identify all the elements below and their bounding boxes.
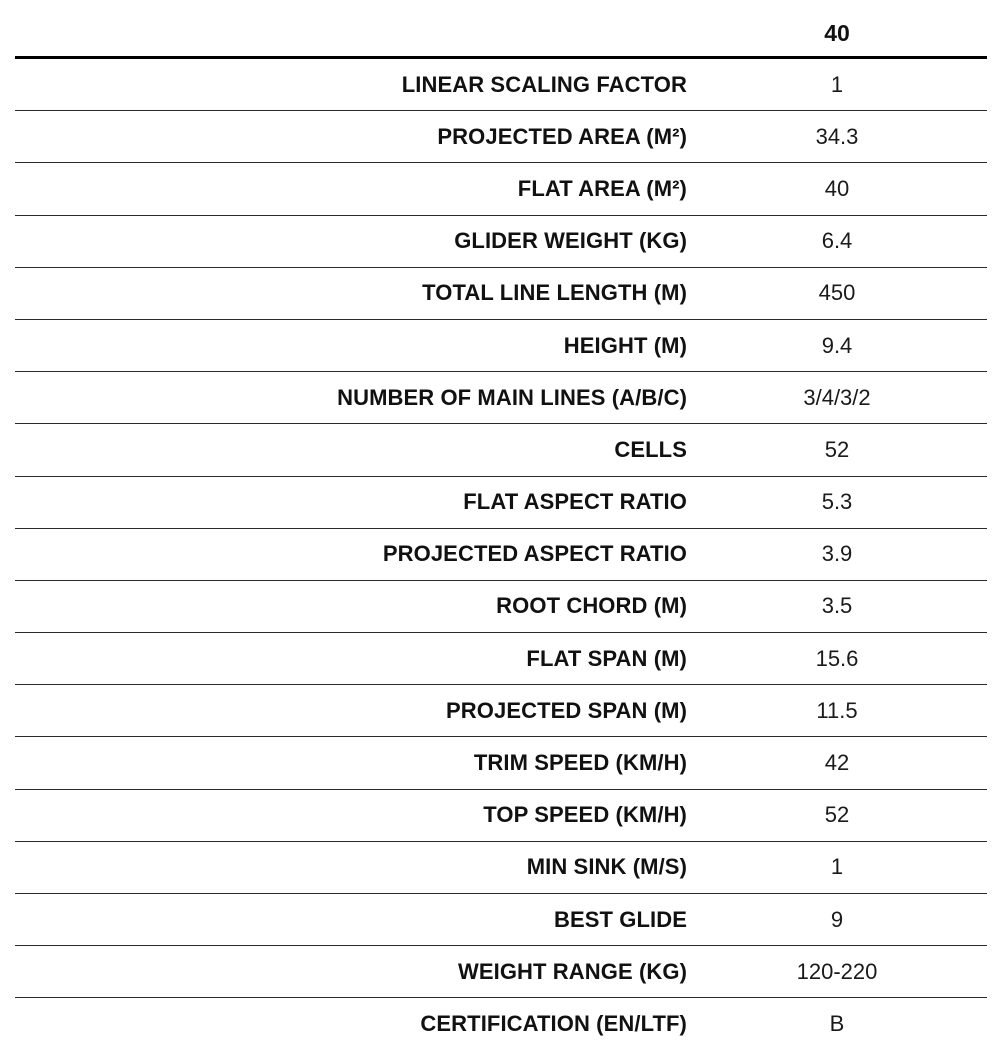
row-value: 5.3 xyxy=(821,489,853,515)
row-value: 52 xyxy=(824,802,850,828)
row-value: 3.9 xyxy=(821,541,853,567)
row-label: WEIGHT RANGE (KG) xyxy=(457,958,687,984)
row-label: NUMBER OF MAIN LINES (A/B/C) xyxy=(337,384,687,410)
table-row xyxy=(15,633,987,685)
table-row xyxy=(15,163,987,215)
row-label: FLAT SPAN (M) xyxy=(526,645,687,671)
table-row xyxy=(15,946,987,998)
row-value: 9 xyxy=(830,906,844,932)
row-value: 6.4 xyxy=(821,228,853,254)
row-value: 52 xyxy=(824,436,850,462)
table-row xyxy=(15,424,987,476)
table-row xyxy=(15,59,987,111)
table-body xyxy=(15,59,987,1051)
table-row xyxy=(15,477,987,529)
row-label: PROJECTED ASPECT RATIO xyxy=(382,541,687,567)
row-label: TRIM SPEED (KM/H) xyxy=(473,750,687,776)
row-label: FLAT AREA (M²) xyxy=(517,175,687,201)
row-value: 15.6 xyxy=(815,645,859,671)
row-label: TOTAL LINE LENGTH (M) xyxy=(422,280,687,306)
table-row xyxy=(15,372,987,424)
header-size-cell: 40 xyxy=(824,20,850,46)
row-value: 9.4 xyxy=(821,332,853,358)
row-value: 1 xyxy=(830,854,844,880)
table-row xyxy=(15,268,987,320)
row-label: CERTIFICATION (EN/LTF) xyxy=(420,1011,687,1037)
row-label: FLAT ASPECT RATIO xyxy=(463,489,687,515)
table-header-row xyxy=(15,0,987,59)
row-value: 120-220 xyxy=(796,958,878,984)
table-row xyxy=(15,529,987,581)
table-row xyxy=(15,842,987,894)
table-row xyxy=(15,998,987,1050)
row-value: 1 xyxy=(830,71,844,97)
row-label: PROJECTED SPAN (M) xyxy=(446,697,687,723)
row-value: 42 xyxy=(824,750,850,776)
table-row xyxy=(15,111,987,163)
row-label: CELLS xyxy=(614,436,687,462)
row-value: 450 xyxy=(818,280,856,306)
row-label: GLIDER WEIGHT (KG) xyxy=(454,228,687,254)
table-row xyxy=(15,685,987,737)
row-label: TOP SPEED (KM/H) xyxy=(483,802,687,828)
row-value: B xyxy=(829,1011,845,1037)
table-row xyxy=(15,737,987,789)
row-value: 3.5 xyxy=(821,593,853,619)
header-label-cell xyxy=(15,0,687,56)
row-label: LINEAR SCALING FACTOR xyxy=(401,71,687,97)
table-row xyxy=(15,790,987,842)
table-row xyxy=(15,581,987,633)
row-label: HEIGHT (M) xyxy=(563,332,687,358)
row-label: ROOT CHORD (M) xyxy=(496,593,687,619)
table-row xyxy=(15,894,987,946)
table-row xyxy=(15,320,987,372)
row-label: PROJECTED AREA (M²) xyxy=(437,123,687,149)
row-value: 40 xyxy=(824,175,850,201)
row-value: 11.5 xyxy=(816,697,858,723)
spec-table xyxy=(15,0,987,1051)
row-label: BEST GLIDE xyxy=(553,906,687,932)
row-value: 3/4/3/2 xyxy=(803,384,871,410)
table-row xyxy=(15,216,987,268)
row-label: MIN SINK (M/S) xyxy=(526,854,687,880)
row-value: 34.3 xyxy=(815,123,859,149)
